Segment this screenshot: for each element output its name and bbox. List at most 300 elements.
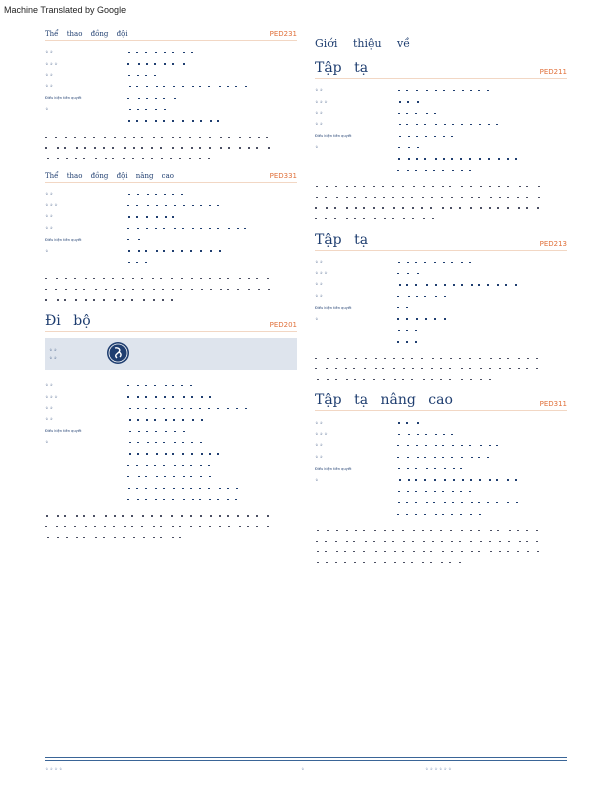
text-glyph [416, 318, 418, 319]
text-glyph [435, 284, 437, 285]
field-row [315, 279, 567, 290]
text-glyph [131, 526, 133, 527]
field-label: ㅎ ㅎ [315, 110, 324, 115]
text-glyph [64, 515, 66, 516]
text-glyph [346, 379, 348, 380]
text-glyph [136, 205, 138, 206]
field-row [315, 119, 567, 130]
text-glyph [461, 551, 463, 552]
text-glyph [497, 207, 499, 208]
text-glyph [129, 419, 131, 420]
text-glyph [138, 431, 140, 432]
text-glyph [412, 368, 414, 369]
text-glyph [353, 551, 355, 552]
text-glyph [434, 262, 436, 263]
text-glyph [397, 318, 399, 319]
text-glyph [268, 147, 270, 148]
text-glyph [146, 453, 148, 454]
course-section [45, 172, 297, 306]
text-glyph [487, 502, 489, 503]
text-glyph [488, 158, 490, 159]
text-glyph [315, 218, 317, 219]
text-glyph [183, 396, 185, 397]
text-glyph [164, 476, 166, 477]
text-glyph [127, 465, 129, 466]
text-glyph [526, 186, 528, 187]
field-row [45, 58, 297, 69]
text-glyph [45, 147, 47, 148]
text-glyph [163, 408, 165, 409]
text-glyph [183, 431, 185, 432]
text-glyph [417, 422, 419, 423]
text-glyph [145, 408, 147, 409]
text-glyph [384, 562, 386, 563]
text-glyph [256, 515, 258, 516]
text-glyph [507, 358, 509, 359]
field-value [127, 448, 297, 459]
field-list [45, 47, 297, 127]
text-glyph [136, 52, 138, 53]
text-glyph [183, 476, 185, 477]
text-glyph [444, 124, 446, 125]
footer-left-text: ㅎ ㅎ ㅎ ㅎ [45, 767, 63, 771]
section-title: Thể thao đồng đội nâng cao [45, 171, 174, 180]
page-footer [45, 757, 567, 781]
intro-heading: Giới thiệu về [315, 37, 411, 50]
text-glyph [122, 299, 124, 300]
text-glyph [155, 109, 157, 110]
text-glyph [398, 422, 400, 423]
text-glyph [471, 551, 473, 552]
text-glyph [497, 530, 499, 531]
info-box-text [49, 346, 57, 362]
text-glyph [375, 358, 377, 359]
text-glyph [104, 137, 106, 138]
text-glyph [209, 396, 211, 397]
text-glyph [165, 216, 167, 217]
paragraph-line [315, 536, 567, 547]
text-glyph [434, 457, 436, 458]
text-glyph [327, 530, 329, 531]
text-glyph [537, 551, 539, 552]
text-glyph [190, 515, 192, 516]
text-glyph [516, 502, 518, 503]
text-glyph [327, 379, 329, 380]
field-value [397, 497, 567, 508]
text-glyph [424, 262, 426, 263]
field-label: ㅎ ㅎ [315, 293, 324, 298]
text-glyph [145, 109, 147, 110]
text-glyph [124, 526, 126, 527]
text-glyph [105, 515, 107, 516]
text-glyph [478, 502, 480, 503]
text-glyph [256, 147, 258, 148]
field-value [127, 115, 297, 126]
text-glyph [334, 218, 336, 219]
field-label: ㅎ ㅎ [45, 225, 54, 230]
text-glyph [344, 551, 346, 552]
text-glyph [459, 207, 461, 208]
text-glyph [375, 551, 377, 552]
text-glyph [425, 318, 427, 319]
text-glyph [470, 207, 472, 208]
text-glyph [192, 499, 194, 500]
paragraph-line [315, 546, 567, 557]
text-glyph [65, 137, 67, 138]
text-glyph [154, 419, 156, 420]
field-value [127, 70, 297, 81]
text-glyph [346, 530, 348, 531]
field-value [397, 474, 567, 485]
text-glyph [408, 434, 410, 435]
text-glyph [189, 158, 191, 159]
text-glyph [478, 530, 480, 531]
text-glyph [165, 385, 167, 386]
text-glyph [174, 98, 176, 99]
field-label: ㅎ [315, 477, 319, 482]
text-glyph [373, 541, 375, 542]
field-row [45, 483, 297, 494]
text-glyph [421, 207, 423, 208]
text-glyph [146, 216, 148, 217]
text-glyph [66, 158, 68, 159]
text-glyph [415, 113, 417, 114]
field-row [315, 417, 567, 428]
text-glyph [392, 530, 394, 531]
text-glyph [227, 289, 229, 290]
text-glyph [364, 368, 366, 369]
paragraph-line [45, 521, 297, 532]
text-glyph [536, 368, 538, 369]
text-glyph [220, 137, 222, 138]
course-section [315, 60, 567, 224]
text-glyph [325, 551, 327, 552]
text-glyph [64, 147, 66, 148]
field-value [127, 414, 297, 425]
field-label: ㅎ ㅎ ㅎ [45, 203, 58, 208]
text-glyph [164, 52, 166, 53]
text-glyph [440, 358, 442, 359]
text-glyph [137, 408, 139, 409]
text-glyph [245, 86, 247, 87]
text-glyph [365, 358, 367, 359]
text-glyph [496, 502, 498, 503]
paragraph-line [45, 153, 297, 164]
text-glyph [217, 408, 219, 409]
text-glyph [172, 385, 174, 386]
text-glyph [163, 98, 165, 99]
text-glyph [220, 289, 222, 290]
text-glyph [435, 434, 437, 435]
field-value [397, 302, 567, 313]
text-glyph [430, 207, 432, 208]
text-glyph [199, 499, 201, 500]
text-glyph [74, 137, 76, 138]
text-glyph [432, 186, 434, 187]
text-glyph [191, 396, 193, 397]
text-glyph [65, 289, 67, 290]
text-glyph [209, 278, 211, 279]
field-value [397, 165, 567, 176]
text-glyph [141, 137, 143, 138]
text-glyph [402, 551, 404, 552]
text-glyph [145, 120, 147, 121]
text-glyph [129, 453, 131, 454]
text-glyph [479, 479, 481, 480]
text-glyph [171, 299, 173, 300]
text-glyph [201, 289, 203, 290]
text-glyph [537, 207, 539, 208]
text-glyph [248, 147, 250, 148]
text-glyph [190, 408, 192, 409]
field-value [397, 268, 567, 279]
text-glyph [137, 453, 139, 454]
emblem-icon [107, 342, 129, 364]
text-glyph [114, 289, 116, 290]
text-glyph [155, 442, 157, 443]
text-glyph [141, 278, 143, 279]
field-row [315, 440, 567, 451]
text-glyph [384, 358, 386, 359]
text-glyph [449, 186, 451, 187]
text-glyph [155, 408, 157, 409]
text-glyph [189, 137, 191, 138]
text-glyph [499, 541, 501, 542]
text-glyph [487, 90, 489, 91]
text-glyph [397, 445, 399, 446]
text-glyph [183, 205, 185, 206]
course-section [315, 232, 567, 385]
text-glyph [165, 453, 167, 454]
text-glyph [406, 330, 408, 331]
field-row [315, 429, 567, 440]
text-glyph [469, 368, 471, 369]
text-glyph [76, 147, 78, 148]
text-glyph [155, 52, 157, 53]
text-glyph [129, 442, 131, 443]
text-glyph [132, 278, 134, 279]
text-glyph [478, 457, 480, 458]
text-glyph [526, 368, 528, 369]
text-glyph [417, 457, 419, 458]
field-label: ㅎ [45, 248, 49, 253]
text-glyph [490, 551, 492, 552]
text-glyph [432, 358, 434, 359]
text-glyph [515, 158, 517, 159]
text-glyph [217, 120, 219, 121]
text-glyph [190, 385, 192, 386]
text-glyph [145, 385, 147, 386]
text-glyph [423, 218, 425, 219]
text-glyph [47, 158, 49, 159]
text-glyph [424, 296, 426, 297]
text-glyph [155, 488, 157, 489]
text-glyph [478, 90, 480, 91]
text-glyph [145, 488, 147, 489]
text-glyph [95, 289, 97, 290]
text-glyph [182, 120, 184, 121]
text-glyph [373, 207, 375, 208]
text-glyph [471, 457, 473, 458]
text-glyph [442, 457, 444, 458]
text-glyph [219, 488, 221, 489]
text-glyph [509, 368, 511, 369]
text-glyph [393, 207, 395, 208]
field-row [315, 302, 567, 313]
text-glyph [160, 147, 162, 148]
text-glyph [113, 526, 115, 527]
text-glyph [499, 368, 501, 369]
text-glyph [237, 289, 239, 290]
text-glyph [156, 476, 158, 477]
text-glyph [430, 530, 432, 531]
text-glyph [363, 530, 365, 531]
text-glyph [239, 278, 241, 279]
field-value [127, 460, 297, 471]
text-glyph [443, 434, 445, 435]
text-glyph [142, 515, 144, 516]
footer-text-row [45, 767, 567, 781]
field-label: Điều kiện tiên quyết [315, 134, 352, 139]
field-row [315, 153, 567, 164]
text-glyph [518, 368, 520, 369]
text-glyph [490, 197, 492, 198]
text-glyph [479, 358, 481, 359]
field-value [397, 85, 567, 96]
text-glyph [442, 491, 444, 492]
text-glyph [442, 170, 444, 171]
text-glyph [155, 431, 157, 432]
text-glyph [146, 228, 148, 229]
footer-rule [45, 757, 567, 758]
text-glyph [83, 289, 85, 290]
description-paragraph [315, 525, 567, 567]
text-glyph [422, 530, 424, 531]
text-glyph [155, 396, 157, 397]
text-glyph [141, 526, 143, 527]
text-glyph [181, 194, 183, 195]
text-glyph [435, 124, 437, 125]
text-glyph [200, 250, 202, 251]
text-glyph [507, 551, 509, 552]
text-glyph [408, 479, 410, 480]
text-glyph [136, 262, 138, 263]
text-glyph [397, 341, 399, 342]
text-glyph [478, 197, 480, 198]
text-glyph [413, 186, 415, 187]
field-label: ㅎ ㅎ ㅎ [315, 431, 328, 436]
text-glyph [201, 396, 203, 397]
paragraph-line [45, 532, 297, 543]
text-glyph [403, 562, 405, 563]
text-glyph [426, 468, 428, 469]
text-glyph [402, 358, 404, 359]
text-glyph [471, 197, 473, 198]
text-glyph [56, 526, 58, 527]
text-glyph [432, 218, 434, 219]
section-title: Tập tạ [315, 231, 369, 248]
field-list [45, 380, 297, 505]
text-glyph [161, 158, 163, 159]
text-glyph [191, 278, 193, 279]
field-value [397, 336, 567, 347]
section-title: Đi bộ [45, 313, 91, 330]
text-glyph [469, 158, 471, 159]
field-value [127, 223, 297, 234]
text-glyph [172, 499, 174, 500]
text-glyph [227, 499, 229, 500]
text-glyph [258, 137, 260, 138]
field-value [397, 257, 567, 268]
text-glyph [182, 453, 184, 454]
text-glyph [538, 197, 540, 198]
info-line: ㅎ ㅎ [49, 348, 58, 353]
text-glyph [146, 63, 148, 64]
text-glyph [398, 147, 400, 148]
field-row [45, 81, 297, 92]
field-row [315, 313, 567, 324]
text-glyph [461, 124, 463, 125]
section-header [315, 392, 567, 411]
text-glyph [507, 197, 509, 198]
text-glyph [138, 98, 140, 99]
text-glyph [268, 289, 270, 290]
text-glyph [452, 445, 454, 446]
text-glyph [398, 262, 400, 263]
text-glyph [219, 526, 221, 527]
field-row [45, 494, 297, 505]
text-glyph [191, 289, 193, 290]
field-label: ㅎ ㅎ ㅎ [45, 394, 58, 399]
text-glyph [267, 278, 269, 279]
text-glyph [127, 228, 129, 229]
field-row [315, 165, 567, 176]
text-glyph [155, 499, 157, 500]
text-glyph [470, 514, 472, 515]
text-glyph [461, 379, 463, 380]
text-glyph [315, 207, 317, 208]
text-glyph [451, 158, 453, 159]
paragraph-line [315, 202, 567, 213]
left-column [45, 30, 297, 550]
text-glyph [137, 442, 139, 443]
field-value [127, 380, 297, 391]
text-glyph [56, 278, 58, 279]
right-column [315, 30, 567, 575]
text-glyph [461, 284, 463, 285]
text-glyph [179, 137, 181, 138]
field-label: ㅎ ㅎ [315, 420, 324, 425]
text-glyph [112, 158, 114, 159]
text-glyph [461, 262, 463, 263]
field-value [127, 483, 297, 494]
text-glyph [431, 379, 433, 380]
text-glyph [382, 186, 384, 187]
text-glyph [200, 120, 202, 121]
text-glyph [434, 318, 436, 319]
text-glyph [267, 515, 269, 516]
text-glyph [384, 541, 386, 542]
text-glyph [480, 541, 482, 542]
field-value [127, 471, 297, 482]
text-glyph [227, 488, 229, 489]
text-glyph [179, 526, 181, 527]
text-glyph [155, 194, 157, 195]
field-value [127, 391, 297, 402]
text-glyph [411, 197, 413, 198]
field-value [127, 426, 297, 437]
text-glyph [165, 419, 167, 420]
